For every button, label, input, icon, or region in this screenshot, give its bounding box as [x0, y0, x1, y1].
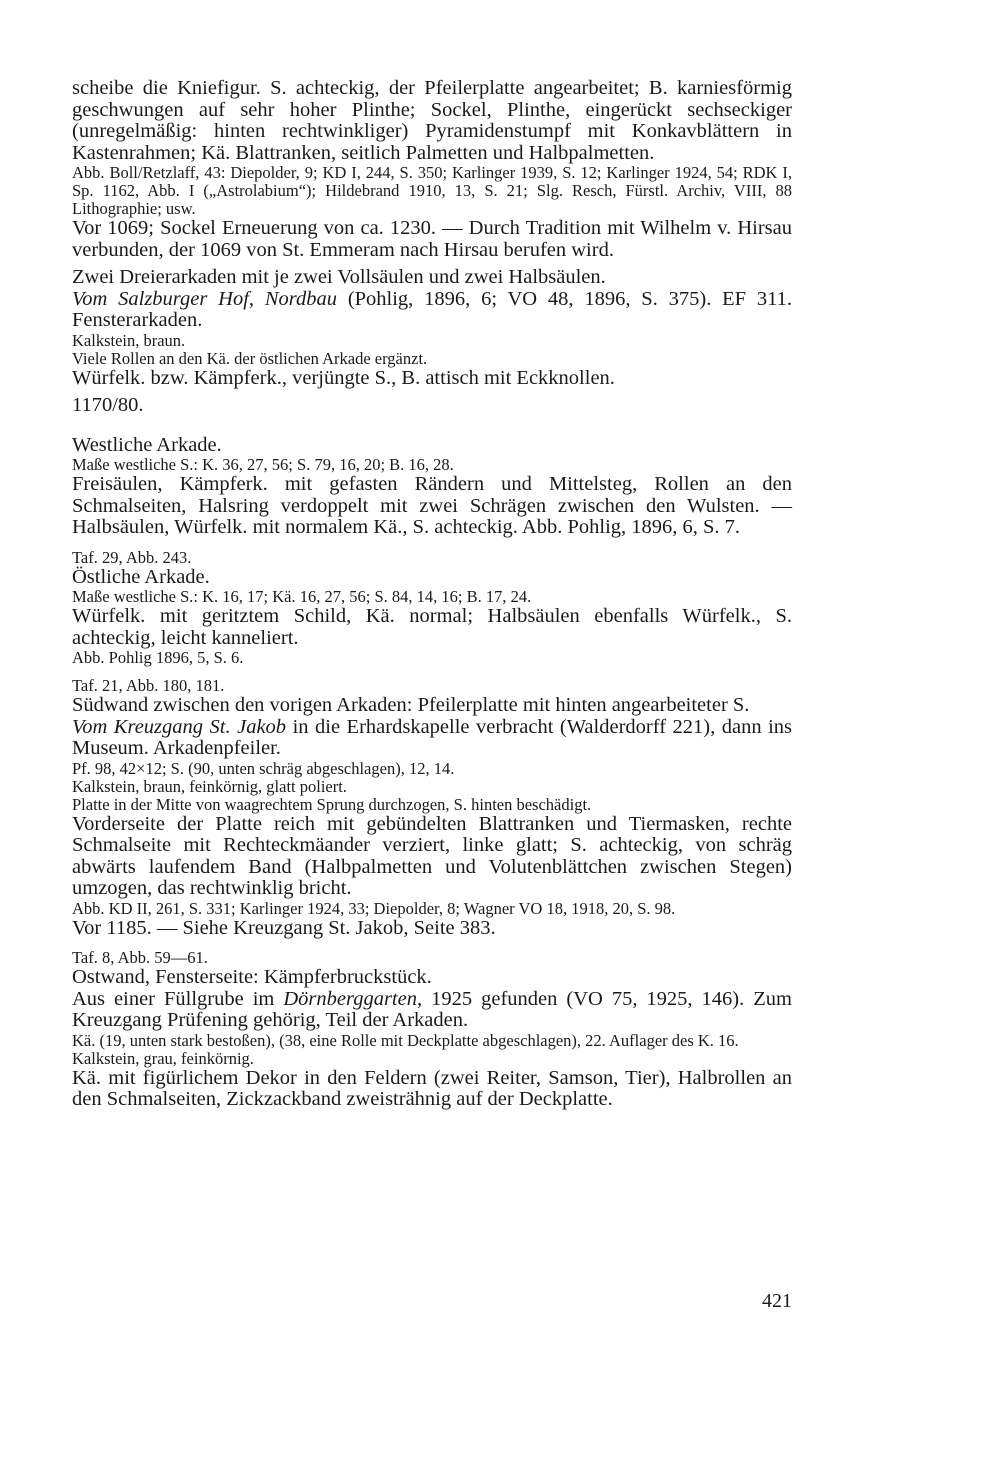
paragraph-31: Kalkstein, grau, feinkörnig. — [72, 1048, 254, 1068]
paragraph-8: Würfelk. bzw. Kämpferk., verjüngte S., B. attisch mit Eckknollen. — [72, 366, 615, 389]
paragraph-20: Vom Kreuzgang St. Jakob in die Erhardskapelle verbracht (Walderdorff 221), dann ins Museum. Arkadenpfeiler. — [72, 715, 792, 759]
paragraph-15: Maße westliche S.: K. 16, 17; Kä. 16, 27, 56; S. 84, 14, 16; B. 17, 24. — [72, 587, 532, 606]
paragraph-2: Abb. Boll/Retzlaff, 43: Diepolder, 9; KD I, 244, S. 350; Karlinger 1939, S. 12; Karlinger 1924, 54; RDK I, Sp. 1162, Abb. I („Astrolabium“); Hildebrand 1910, 13, S. 21; Slg. Resch, Fürstl. Archiv, VIII, 88 Lithographie; usw. — [72, 163, 792, 218]
paragraph-30: Kä. (19, unten stark bestoßen), (38, eine Rolle mit Deckplatte abgeschlagen), 22. Auflager des K. 16. — [72, 1030, 739, 1050]
paragraph-23: Platte in der Mitte von waagrechtem Sprung durchzogen, S. hinten beschädigt. — [72, 794, 592, 814]
paragraph-24: Vorderseite der Platte reich mit gebündelten Blattranken und Tiermasken, rechte Schmalseite mit Rechteckmäander verziert, linke glatt; S. achteckig, von schräg abwärts laufendem Band (Halbpalmetten und Volutenblättchen zwischen Stegen) umzogen, das rechtwinklig bricht. — [72, 812, 792, 899]
paragraph-27: Taf. 8, Abb. 59—61. — [72, 948, 208, 967]
paragraph-26: Vor 1185. — Siehe Kreuzgang St. Jakob, Seite 383. — [72, 916, 496, 939]
paragraph-10: Westliche Arkade. — [72, 433, 222, 456]
paragraph-28: Ostwand, Fensterseite: Kämpferbruckstück. — [72, 966, 432, 988]
paragraph-4: Zwei Dreierarkaden mit je zwei Vollsäulen und zwei Halbsäulen. — [72, 266, 606, 288]
paragraph-22: Kalkstein, braun, feinkörnig, glatt poliert. — [72, 776, 347, 796]
page-text-column — [72, 78, 792, 1111]
paragraph-18: Taf. 21, Abb. 180, 181. — [72, 676, 225, 695]
paragraph-9: 1170/80. — [72, 394, 144, 416]
paragraph-3: Vor 1069; Sockel Erneuerung von ca. 1230. — Durch Tradition mit Wilhelm v. Hirsau verbunden, der 1069 von St. Emmeram nach Hirsau berufen wird. — [72, 217, 792, 261]
paragraph-7: Viele Rollen an den Kä. der östlichen Arkade ergänzt. — [72, 348, 428, 368]
paragraph-12: Freisäulen, Kämpferk. mit gefasten Rändern und Mittelsteg, Rollen an den Schmalseiten, Halsring verdoppelt mit zwei Schrägen zwischen den Wulsten. — Halbsäulen, Würfelk. mit normalem Kä., S. achteckig. Abb. Pohlig, 1896, 6, S. 7. — [72, 473, 792, 538]
paragraph-14: Östliche Arkade. — [72, 565, 210, 588]
paragraph-11: Maße westliche S.: K. 36, 27, 56; S. 79, 16, 20; B. 16, 28. — [72, 455, 454, 474]
paragraph-5: Vom Salzburger Hof, Nordbau (Pohlig, 1896, 6; VO 48, 1896, S. 375). EF 311. Fensterarkaden. — [72, 287, 792, 331]
paragraph-29: Aus einer Füllgrube im Dörnberggarten, 1925 gefunden (VO 75, 1925, 146). Zum Kreuzgang Prüfening gehörig, Teil der Arkaden. — [72, 987, 792, 1031]
paragraph-25: Abb. KD II, 261, S. 331; Karlinger 1924, 33; Diepolder, 8; Wagner VO 18, 1918, 20, S. 98. — [72, 898, 676, 918]
page-number: 421 — [762, 1290, 792, 1312]
paragraph-21: Pf. 98, 42×12; S. (90, unten schräg abgeschlagen), 12, 14. — [72, 758, 455, 778]
paragraph-6: Kalkstein, braun. — [72, 330, 186, 350]
paragraph-19: Südwand zwischen den vorigen Arkaden: Pfeilerplatte mit hinten angearbeiteter S. — [72, 694, 750, 716]
paragraph-13: Taf. 29, Abb. 243. — [72, 547, 192, 567]
paragraph-17: Abb. Pohlig 1896, 5, S. 6. — [72, 648, 244, 667]
paragraph-16: Würfelk. mit geritztem Schild, Kä. normal; Halbsäulen ebenfalls Würfelk., S. achteckig, leicht kanneliert. — [72, 605, 792, 649]
paragraph-32: Kä. mit figürlichem Dekor in den Feldern (zwei Reiter, Samson, Tier), Halbrollen an den Schmalseiten, Zickzackband zweisträhnig auf der Deckplatte. — [72, 1066, 792, 1110]
paragraph-1: scheibe die Kniefigur. S. achteckig, der Pfeilerplatte angearbeitet; B. karniesförmig geschwungen auf sehr hoher Plinthe; Sockel, Plinthe, eingerückt sechseckiger (unregelmäßig: hinten rechtwinkliger) Pyramidenstumpf mit Konkavblättern in Kastenrahmen; Kä. Blattranken, seitlich Palmetten und Halbpalmetten. — [72, 77, 792, 164]
